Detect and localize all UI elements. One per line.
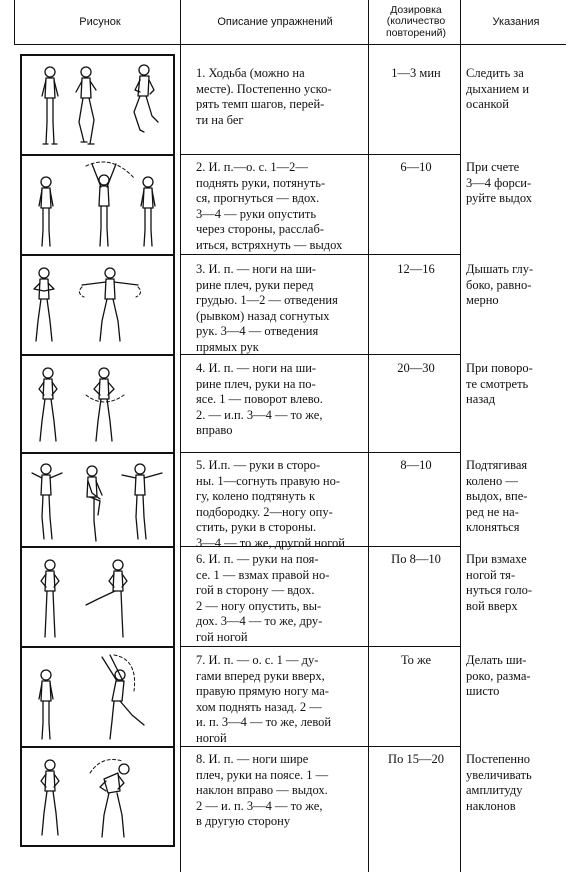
header-picture: Рисунок [79,16,121,28]
figure-separator [20,646,175,648]
exercise-dosage: То же [400,653,432,667]
row-rule [180,254,460,255]
exercise-notes: При счете 3—4 форси- руйте выдох [466,160,533,206]
exercise-description: 4. И. п. — ноги на ши- рине плеч, руки на по- ясе. 1 — поворот влево. 2. — и.п. 3—4 — то же, вправо [196,361,323,438]
exercise-description: 8. И. п. — ноги шире плеч, руки на поясе. 1 — наклон вправо — выдох. 2 — и. п. 3—4 — то же, в другую сторону [196,752,329,829]
exercise-dosage: 20—30 [397,361,435,375]
exercise-dosage: 6—10 [400,160,432,174]
figure-separator [20,746,175,748]
header-rule [14,44,566,45]
exercise-figure-leg-back [24,649,172,744]
row-rule [180,646,460,647]
column-rule [14,0,15,44]
exercise-description: 3. И. п. — ноги на ши- рине плеч, руки перед грудью. 1—2 — отведения (рывком) назад согнутых рук. 3—4 — отведения прямых рук [196,262,338,354]
exercise-dosage: 12—16 [397,262,435,276]
exercise-dosage: По 15—20 [388,752,444,766]
exercise-description: 1. Ходьба (можно на месте). Постепенно уско- рять темп шагов, перей- ти на бег [196,66,332,127]
row-rule [180,154,460,155]
header-dosage [370,0,462,44]
row-rule [180,452,460,453]
exercise-description: 7. И. п. — о. с. 1 — ду- гами вперед руки вверх, правую прямую ногу ма- хом поднять назад. 2 — и. п. 3—4 — то же, левой ногой [196,653,332,745]
exercise-dosage: По 8—10 [391,552,441,566]
exercise-figure-torso-turns [24,357,172,450]
column-rule [180,0,181,872]
header-description: Описание упражнений [217,16,333,28]
exercise-figure-knee-raise [24,455,172,544]
exercise-description: 5. И.п. — руки в сторо- ны. 1—согнуть правую но- гу, колено подтянуть к подбородку. 2—ногу опу- стить, руки в стороны. 3—4 — то же, другой ногой [196,458,345,550]
column-rule [368,0,369,872]
exercise-description: 2. И. п.—о. с. 1—2— поднять руки, потянуть- ся, прогнуться — вдох. 3—4 — руки опустить через стороны, расслаб- иться, встряхнуть — выдох [196,160,343,252]
figure-separator [20,546,175,548]
exercise-figure-side-bends [24,749,172,845]
exercise-notes: При поворо- те смотреть назад [466,361,533,407]
figure-separator [20,254,175,256]
exercise-figure-arm-swings [24,257,172,352]
exercise-figure-leg-swing [24,549,172,644]
figure-separator [20,452,175,454]
exercise-notes: При взмахе ногой тя- нуться голо- вой вверх [466,552,533,613]
exercise-notes: Делать ши- роко, разма- шисто [466,653,531,699]
exercise-description: 6. И. п. — руки на поя- се. 1 — взмах правой но- гой в сторону — вдох. 2 — ногу опустить, вы- дох. 3—4 — то же, дру- гой ногой [196,552,330,644]
header-notes: Указания [492,16,540,28]
exercise-notes: Дышать глу- боко, равно- мерно [466,262,534,308]
exercise-dosage: 1—3 мин [391,66,441,80]
exercise-figure-walking [24,58,172,152]
exercise-notes: Подтягивая колено — выдох, впе- ред не на- клоняться [466,458,528,535]
exercise-dosage: 8—10 [400,458,432,472]
exercise-notes: Постепенно увеличивать амплитуду наклонов [466,752,532,813]
exercise-notes: Следить за дыханием и осанкой [466,66,530,112]
column-rule [460,0,461,872]
figure-separator [20,354,175,356]
exercise-figure-arms-up [24,156,172,252]
header-dosage-text: Дозировка (количество повторений) [385,3,447,39]
